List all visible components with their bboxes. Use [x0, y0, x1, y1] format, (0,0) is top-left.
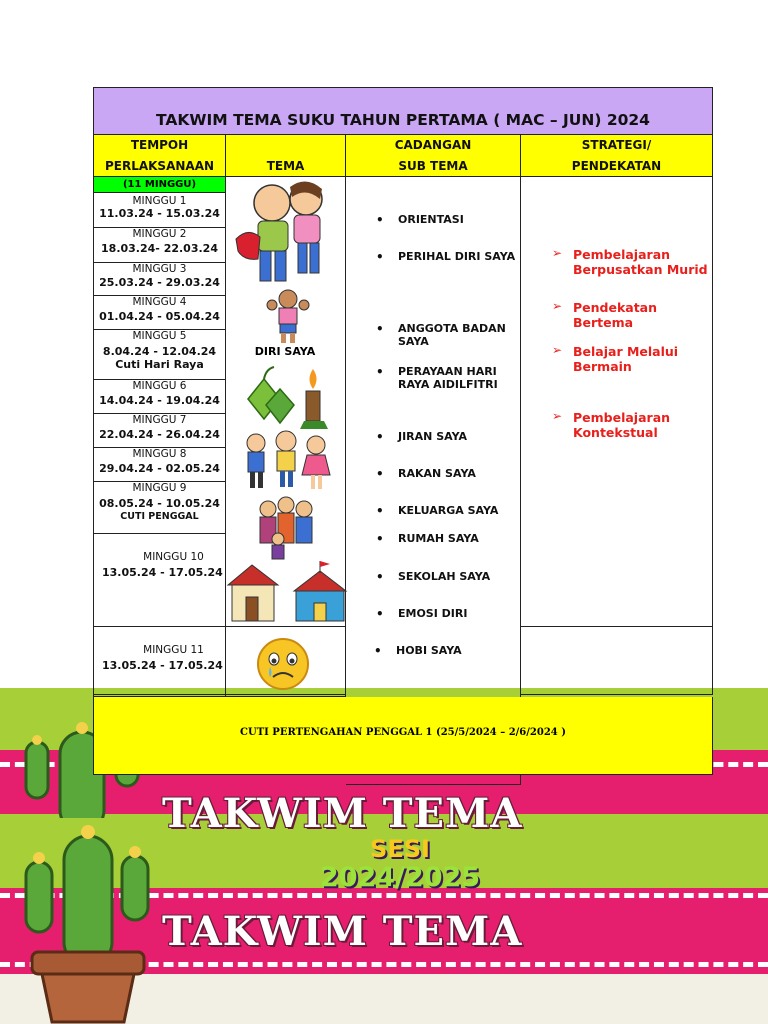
strategy-item	[552, 343, 683, 374]
bullet-icon: •	[376, 365, 384, 379]
subtheme-item	[376, 250, 518, 264]
week-label: MINGGU 1	[132, 195, 187, 207]
strategy-text: Pendekatan Bertema	[573, 300, 658, 330]
subtheme-text: PERAYAAN HARI RAYA AIDILFITRI	[398, 365, 498, 391]
subtheme-text: RUMAH SAYA	[398, 532, 479, 545]
week-row	[94, 627, 226, 695]
header-strategi-line2: PENDEKATAN	[571, 159, 662, 173]
header-cadangan	[346, 135, 521, 177]
friends-icon	[240, 429, 336, 493]
week-label: MINGGU 7	[132, 414, 187, 426]
strategy-cell-empty	[521, 627, 713, 695]
week-row	[94, 448, 226, 482]
arrow-bullet-icon: ➢	[552, 343, 563, 357]
week-dates: 29.04.24 - 02.05.24	[99, 462, 220, 475]
takwim-table	[93, 87, 713, 775]
subtheme-text: HOBI SAYA	[396, 644, 462, 657]
strategy-text: Belajar Melalui Bermain	[573, 344, 679, 374]
week-dates: 11.03.24 - 15.03.24	[99, 207, 220, 220]
week-dates: 01.04.24 - 05.04.24	[99, 310, 220, 323]
week-label: MINGGU 4	[132, 296, 187, 308]
week-label: MINGGU 10	[143, 551, 204, 563]
week-row	[94, 193, 226, 228]
week-note: CUTI PENGGAL	[120, 511, 199, 522]
week-dates: 8.04.24 - 12.04.24	[102, 345, 217, 358]
strong-boy-icon	[266, 287, 310, 345]
week-dates: 22.04.24 - 26.04.24	[99, 428, 220, 441]
subtheme-text: JIRAN SAYA	[398, 430, 468, 443]
header-strategi	[521, 135, 713, 177]
banner-title-top: TAKWIM TEMA	[162, 790, 523, 837]
week-label: MINGGU 6	[132, 380, 187, 392]
subtheme-item	[376, 365, 502, 391]
strategy-item	[552, 409, 683, 440]
subtheme-item	[374, 644, 511, 658]
family-icon	[254, 495, 318, 561]
header-tema	[226, 135, 346, 177]
sad-face-icon	[256, 637, 310, 691]
bullet-icon: •	[376, 250, 384, 264]
bullet-icon: •	[376, 430, 384, 444]
subtheme-text: SEKOLAH SAYA	[398, 570, 491, 583]
arrow-bullet-icon: ➢	[552, 246, 563, 260]
subtheme-text: RAKAN SAYA	[398, 467, 476, 480]
subtheme-text: KELUARGA SAYA	[398, 504, 499, 517]
subtheme-text: ANGGOTA BADAN SAYA	[398, 322, 506, 348]
week-dates: 13.05.24 - 17.05.24	[102, 566, 223, 579]
ketupat-pelita-icon	[244, 365, 336, 431]
week-row	[94, 330, 226, 380]
subtheme-item	[376, 504, 513, 518]
week-label: MINGGU 8	[132, 448, 187, 460]
bullet-icon: •	[376, 532, 384, 546]
holiday-note: CUTI PERTENGAHAN PENGGAL 1 (25/5/2024 – 2/6/2024 )	[240, 727, 566, 738]
week-note: Cuti Hari Raya	[115, 358, 204, 371]
arrow-bullet-icon: ➢	[552, 299, 563, 313]
week-dates: 13.05.24 - 17.05.24	[102, 659, 223, 672]
header-cadangan-line1: CADANGAN	[394, 138, 472, 152]
subtheme-text: PERIHAL DIRI SAYA	[398, 250, 516, 263]
week-row	[94, 534, 226, 627]
subtheme-text: ORIENTASI	[398, 213, 464, 226]
week-label: MINGGU 9	[132, 482, 187, 494]
tema-text: DIRI SAYA	[254, 345, 316, 358]
week-row	[94, 296, 226, 330]
week-row	[94, 482, 226, 534]
banner-title-bottom: TAKWIM TEMA	[162, 908, 523, 955]
sesi-word: SESI	[370, 835, 430, 863]
sesi-years: 2024/2025	[319, 862, 481, 893]
arrow-bullet-icon: ➢	[552, 409, 563, 423]
bullet-icon: •	[376, 607, 384, 621]
header-tempoh-line2: PERLAKSANAAN	[104, 159, 215, 173]
strategy-item	[552, 299, 683, 330]
week-row	[94, 414, 226, 448]
bullet-icon: •	[374, 644, 382, 658]
strategy-item	[552, 246, 708, 277]
bullet-icon: •	[376, 213, 384, 227]
week-dates: 08.05.24 - 10.05.24	[99, 497, 220, 510]
week-row	[94, 380, 226, 414]
table-title: TAKWIM TEMA SUKU TAHUN PERTAMA ( MAC – JUN) 2024	[94, 88, 713, 135]
strategy-text: Pembelajaran Kontekstual	[573, 410, 671, 440]
kids-illustration-icon	[234, 177, 338, 287]
header-tempoh-line1: TEMPOH	[130, 138, 189, 152]
tema-cell-emosi	[226, 627, 346, 695]
house-school-icon	[224, 559, 348, 625]
week-row	[94, 263, 226, 296]
subtheme-item	[376, 213, 513, 227]
subtheme-item	[376, 570, 513, 584]
subtheme-item	[376, 607, 513, 621]
week-row	[94, 228, 226, 263]
header-tema-text: TEMA	[266, 159, 305, 173]
week-label: MINGGU 2	[132, 228, 187, 240]
header-cadangan-line2: SUB TEMA	[398, 159, 468, 173]
week-dates: 18.03.24- 22.03.24	[101, 242, 218, 255]
bullet-icon: •	[376, 570, 384, 584]
week-label: MINGGU 5	[132, 330, 187, 342]
week-label: MINGGU 11	[143, 644, 204, 656]
holiday-row	[93, 697, 713, 775]
header-strategi-line1: STRATEGI/	[581, 138, 652, 152]
cactus-bottom-icon	[14, 822, 164, 1024]
subtheme-text: EMOSI DIRI	[398, 607, 468, 620]
subtheme-item	[376, 430, 513, 444]
strategy-cell	[521, 177, 713, 627]
week-dates: 14.04.24 - 19.04.24	[99, 394, 220, 407]
duration-badge: (11 MINGGU)	[94, 177, 226, 193]
subtheme-item	[376, 322, 508, 348]
bullet-icon: •	[376, 467, 384, 481]
tema-cell	[226, 177, 346, 627]
subtheme-cell	[346, 177, 521, 785]
week-dates: 25.03.24 - 29.03.24	[99, 276, 220, 289]
bullet-icon: •	[376, 322, 384, 336]
week-label: MINGGU 3	[132, 263, 187, 275]
sesi-badge	[300, 835, 500, 897]
header-tempoh	[94, 135, 226, 177]
subtheme-item	[376, 467, 513, 481]
bullet-icon: •	[376, 504, 384, 518]
subtheme-item	[376, 532, 513, 546]
strategy-text: Pembelajaran Berpusatkan Murid	[573, 247, 708, 277]
